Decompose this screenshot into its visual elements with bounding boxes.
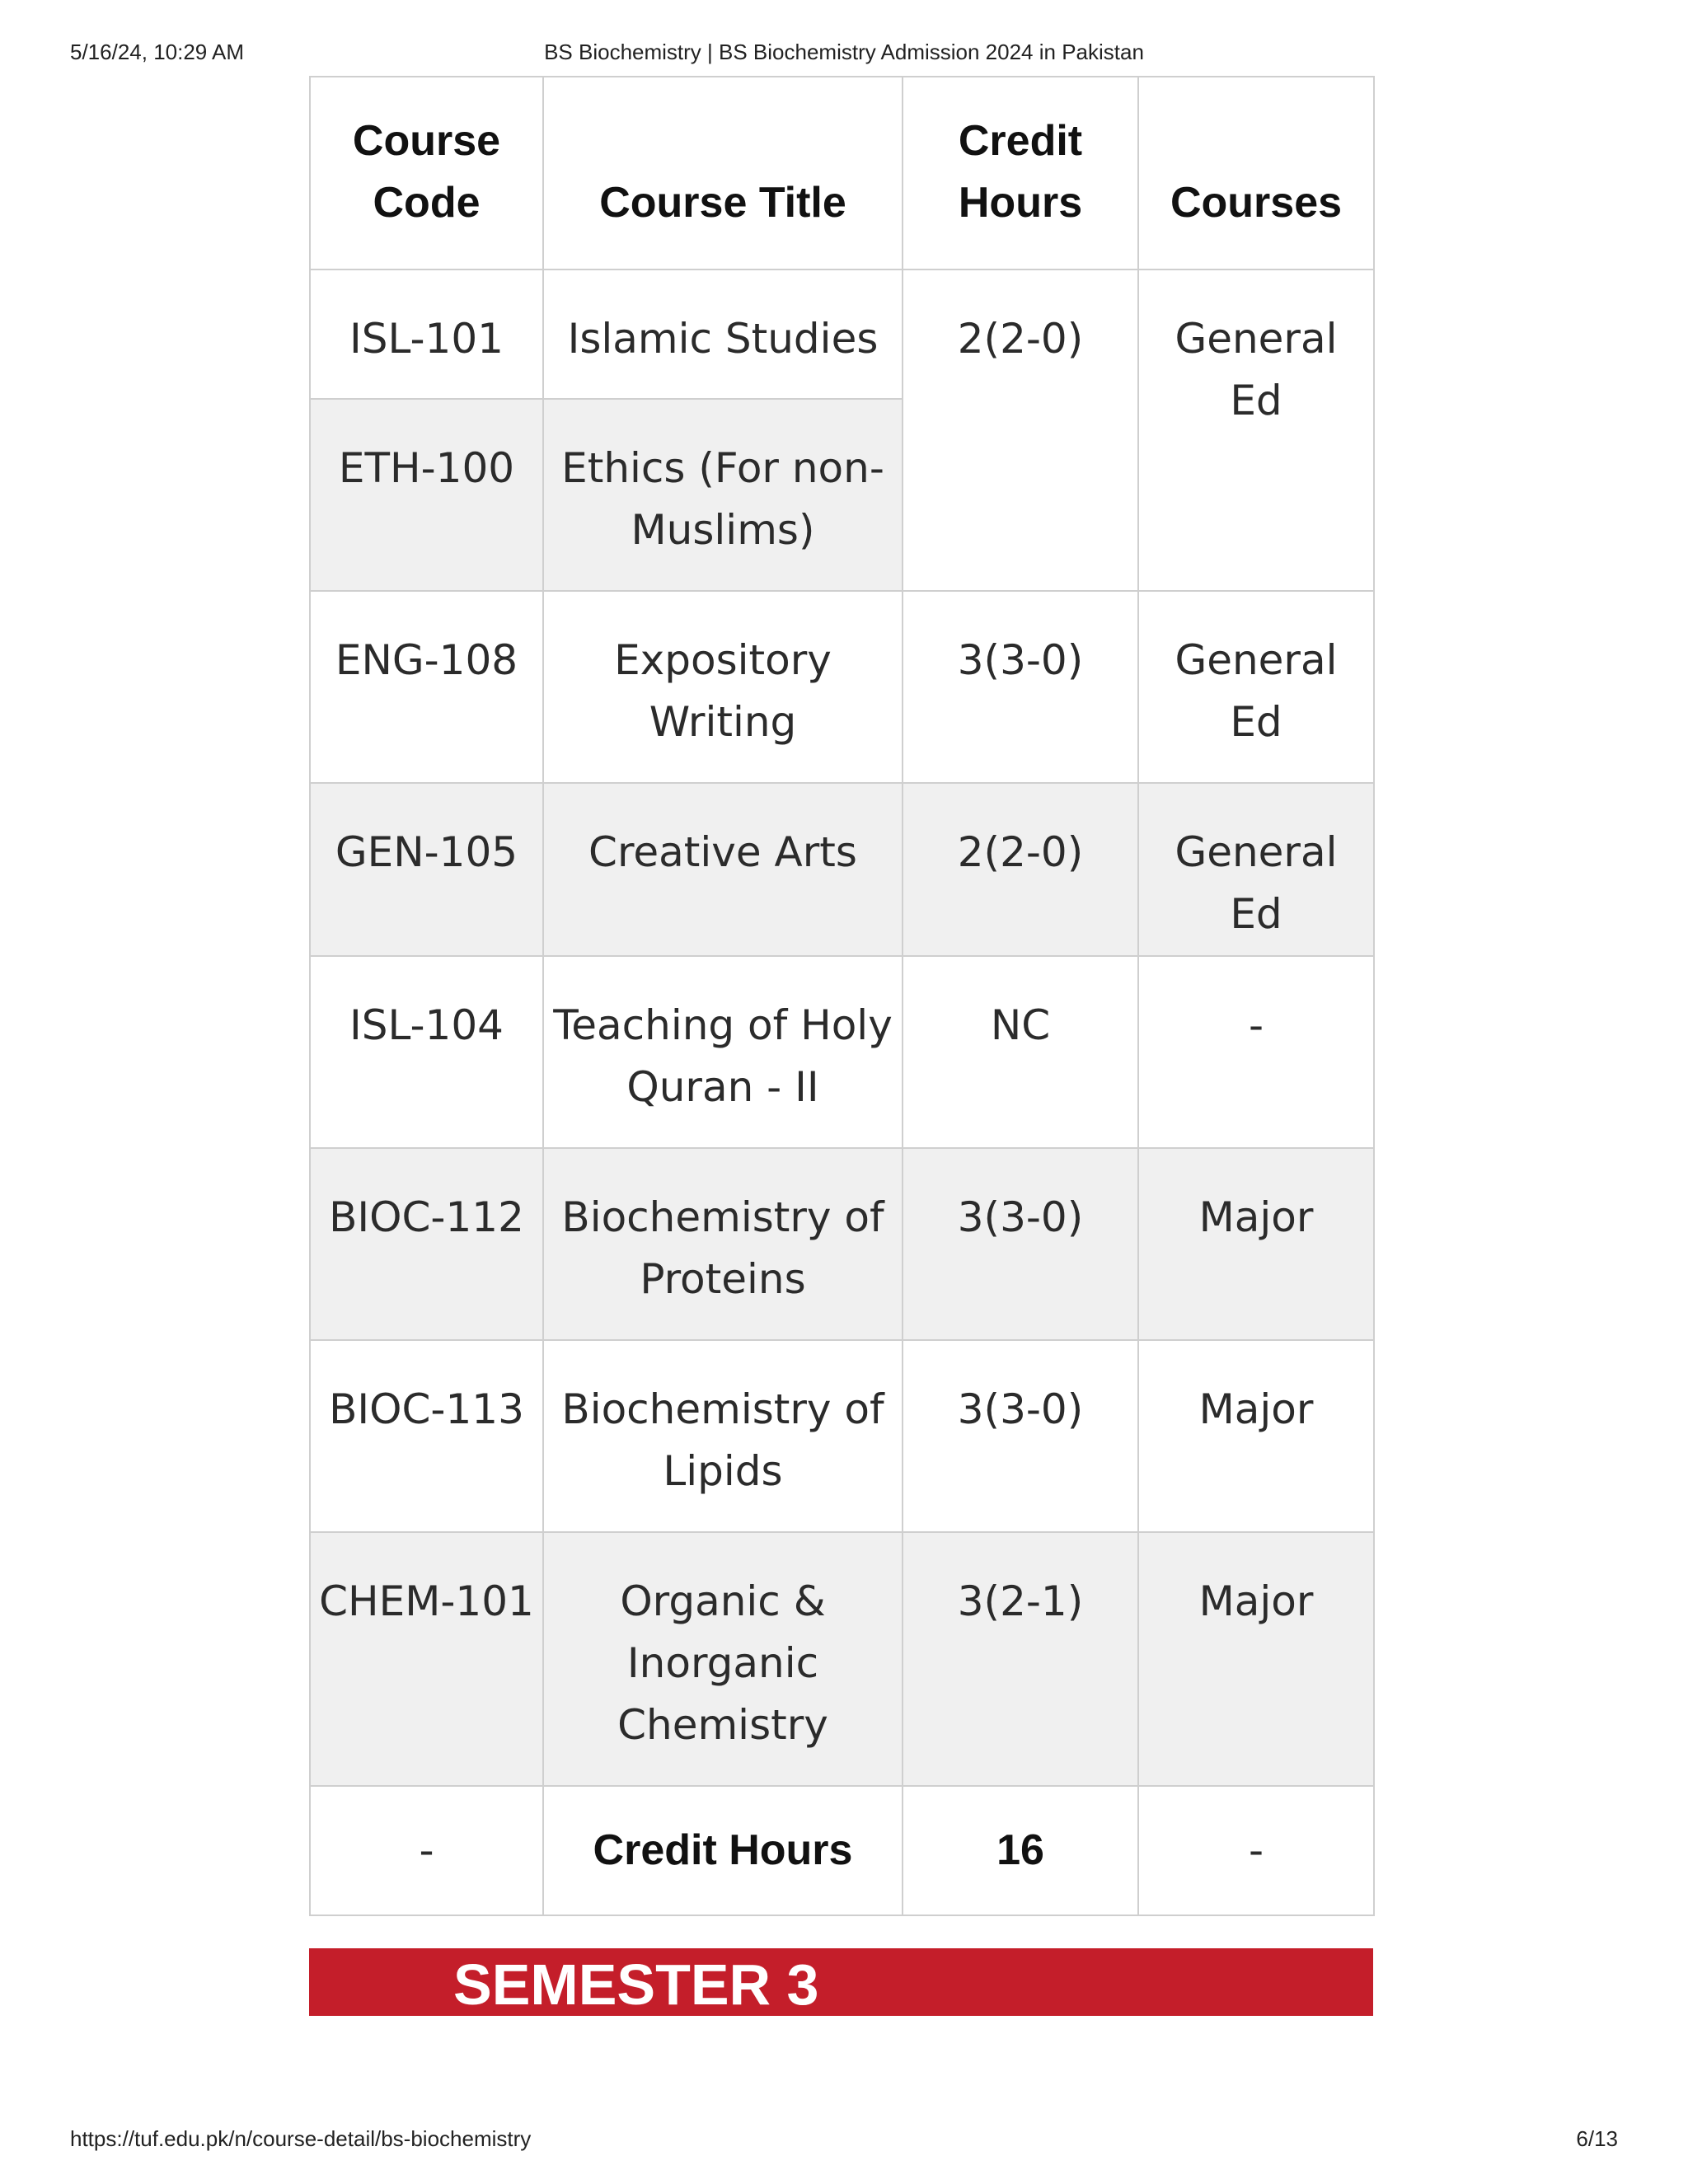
course-type-cell: - — [1138, 956, 1374, 1148]
course-title-cell: Biochemistry of Proteins — [543, 1148, 903, 1340]
course-title-cell: Expository Writing — [543, 591, 903, 783]
table-row — [310, 1148, 1374, 1340]
column-header-course-title: Course Title — [543, 77, 903, 269]
print-datetime: 5/16/24, 10:29 AM — [70, 40, 245, 64]
table-row — [310, 1532, 1374, 1786]
course-code-cell: ETH-100 — [310, 399, 543, 591]
course-code-cell: ISL-101 — [310, 269, 543, 399]
credit-hours-cell: 3(3-0) — [903, 591, 1138, 783]
credit-hours-cell: 2(2-0) — [903, 269, 1138, 591]
course-title-cell: Teaching of Holy Quran - II — [543, 956, 903, 1148]
table-row — [310, 1340, 1374, 1532]
course-type-cell: General Ed — [1138, 269, 1374, 591]
course-title-cell: Biochemistry of Lipids — [543, 1340, 903, 1532]
course-code-cell: BIOC-113 — [310, 1340, 543, 1532]
total-credit-cell: 16 — [903, 1786, 1138, 1915]
page-title: BS Biochemistry | BS Biochemistry Admission 2024 in Pakistan — [544, 40, 1144, 64]
semester-heading-bar — [309, 1948, 1373, 2016]
total-type-cell: - — [1138, 1786, 1374, 1915]
course-code-cell: ISL-104 — [310, 956, 543, 1148]
total-label-cell: Credit Hours — [543, 1786, 903, 1915]
credit-hours-cell: 2(2-0) — [903, 783, 1138, 956]
total-row — [310, 1786, 1374, 1915]
course-type-cell: General Ed — [1138, 783, 1374, 956]
column-header-course-code: Course Code — [310, 77, 543, 269]
course-code-cell: BIOC-112 — [310, 1148, 543, 1340]
table-row — [310, 591, 1374, 783]
table-row — [310, 956, 1374, 1148]
course-code-cell: GEN-105 — [310, 783, 543, 956]
course-type-cell: Major — [1138, 1148, 1374, 1340]
column-header-courses: Courses — [1138, 77, 1374, 269]
column-header-credit-hours: Credit Hours — [903, 77, 1138, 269]
course-table — [309, 76, 1375, 1916]
course-type-cell: General Ed — [1138, 591, 1374, 783]
total-code-cell: - — [310, 1786, 543, 1915]
course-type-cell: Major — [1138, 1532, 1374, 1786]
course-code-cell: CHEM-101 — [310, 1532, 543, 1786]
semester-heading: SEMESTER 3 — [453, 1952, 819, 2017]
course-title-cell: Organic & Inorganic Chemistry — [543, 1532, 903, 1786]
course-title-cell: Ethics (For non-Muslims) — [543, 399, 903, 591]
course-title-cell: Islamic Studies — [543, 269, 903, 399]
page-number: 6/13 — [1576, 2126, 1618, 2151]
credit-hours-cell: 3(2-1) — [903, 1532, 1138, 1786]
credit-hours-cell: 3(3-0) — [903, 1148, 1138, 1340]
course-code-cell: ENG-108 — [310, 591, 543, 783]
table-row — [310, 783, 1374, 956]
credit-hours-cell: NC — [903, 956, 1138, 1148]
course-type-cell: Major — [1138, 1340, 1374, 1532]
table-header-row — [310, 77, 1374, 269]
footer-url: https://tuf.edu.pk/n/course-detail/bs-biochemistry — [70, 2126, 532, 2151]
course-title-cell: Creative Arts — [543, 783, 903, 956]
credit-hours-cell: 3(3-0) — [903, 1340, 1138, 1532]
table-row — [310, 269, 1374, 399]
